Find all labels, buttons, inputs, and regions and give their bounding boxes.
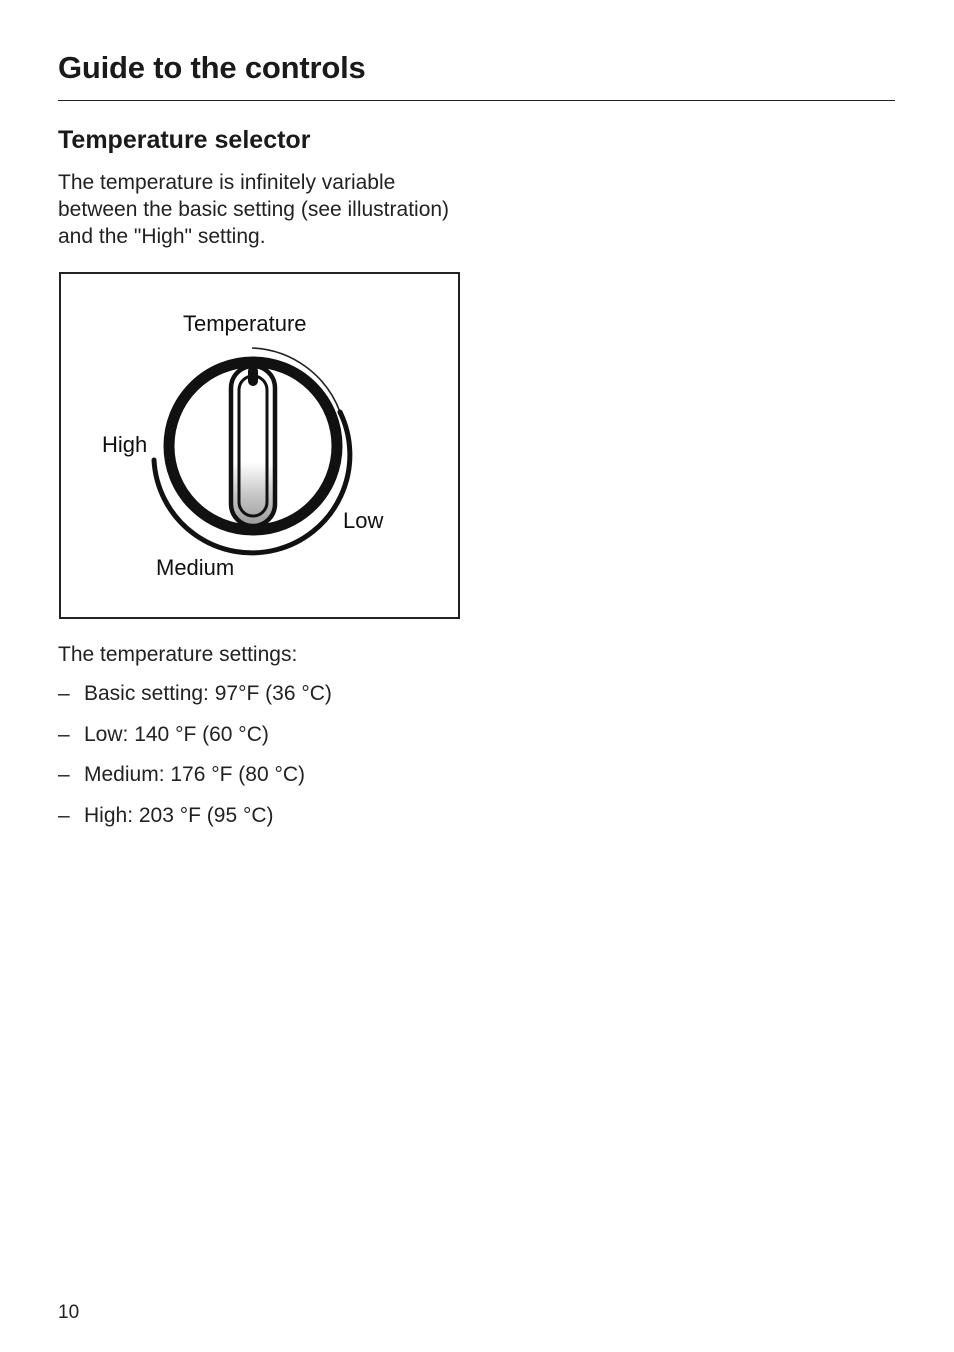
- setting-medium: Medium: 176 °F (80 °C): [84, 763, 306, 786]
- page-number: 10: [58, 1302, 80, 1323]
- page-title: Guide to the controls: [58, 50, 366, 85]
- dial-title-label: Temperature: [183, 311, 307, 336]
- dial-low-label: Low: [343, 508, 384, 533]
- list-bullet: –: [58, 682, 70, 705]
- dial-pointer-mark: [248, 366, 258, 386]
- list-item: [58, 804, 332, 845]
- setting-basic: Basic setting: 97°F (36 °C): [84, 682, 332, 705]
- section-title: Temperature selector: [58, 126, 311, 154]
- list-bullet: –: [58, 803, 70, 827]
- dial-high-label: High: [102, 432, 148, 457]
- setting-high: High: 203 °F (95 °C): [84, 803, 274, 827]
- dial-medium-label: Medium: [156, 555, 235, 580]
- list-bullet: –: [58, 722, 70, 746]
- settings-list: [58, 682, 332, 844]
- list-bullet: –: [58, 763, 70, 786]
- list-item: [58, 723, 332, 764]
- title-divider: [58, 100, 895, 101]
- list-item: [58, 763, 332, 804]
- list-item: [58, 682, 332, 723]
- setting-low: Low: 140 °F (60 °C): [84, 722, 269, 746]
- intro-paragraph: The temperature is infinitely variable between the basic setting (see illustration) and the "High" setting.: [58, 171, 450, 248]
- settings-intro: The temperature settings:: [58, 643, 298, 666]
- temperature-dial-illustration: [59, 272, 460, 619]
